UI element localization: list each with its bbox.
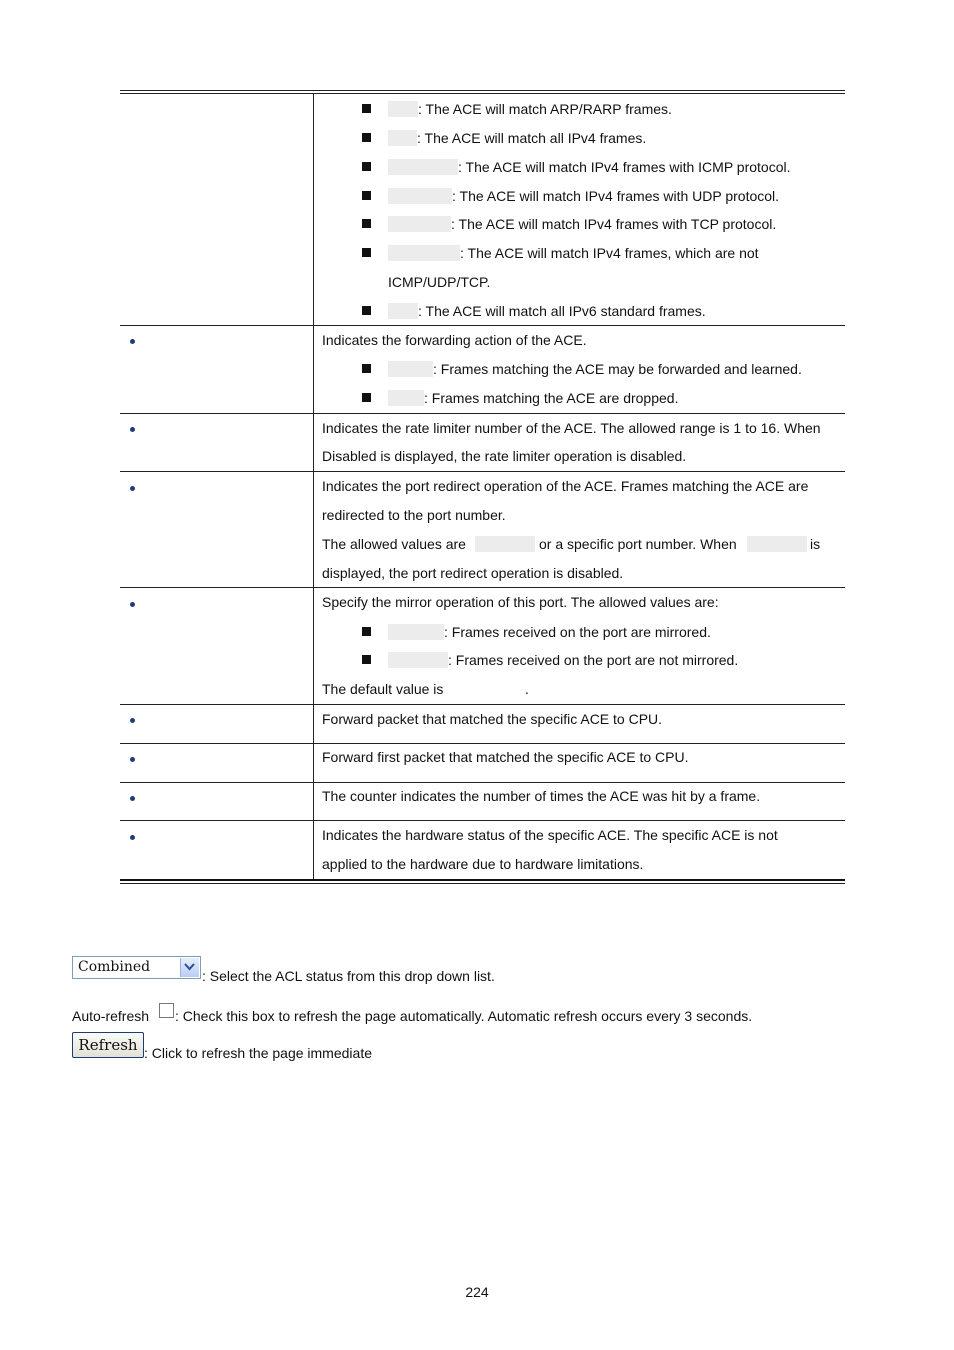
port-redirect-description: is: [810, 536, 821, 552]
table-column-divider: [313, 93, 314, 880]
row-bullet-icon: [130, 602, 135, 607]
counter-description: The counter indicates the number of times the ACE was hit by a frame.: [322, 788, 761, 804]
list-item: : The ACE will match IPv4 frames with ICMP protocol.: [458, 159, 791, 175]
redacted-term: [388, 188, 452, 204]
port-redirect-description: or a specific port number. When: [539, 536, 737, 552]
rate-limiter-description: Disabled is displayed, the rate limiter operation is disabled.: [322, 448, 687, 464]
redacted-term: [388, 361, 433, 377]
port-redirect-description: Indicates the port redirect operation of the ACE. Frames matching the ACE are: [322, 478, 809, 494]
list-item: : The ACE will match IPv4 frames with TCP protocol.: [451, 216, 777, 232]
chevron-down-icon[interactable]: [180, 958, 199, 977]
redacted-term: [388, 130, 417, 146]
row-divider: [120, 325, 845, 326]
list-item: : Frames matching the ACE may be forwarded and learned.: [433, 361, 802, 377]
bullet-square-icon: [362, 219, 371, 228]
row-divider: [120, 743, 845, 744]
redacted-term: [388, 159, 458, 175]
redacted-term: [388, 216, 451, 232]
port-redirect-description: displayed, the port redirect operation is disabled.: [322, 565, 624, 581]
conflict-description: applied to the hardware due to hardware limitations.: [322, 856, 644, 872]
bullet-square-icon: [362, 627, 371, 636]
row-bullet-icon: [130, 486, 135, 491]
redacted-term: [388, 245, 460, 261]
list-item: : The ACE will match IPv4 frames, which are not: [460, 245, 759, 261]
list-item-continuation: ICMP/UDP/TCP.: [388, 274, 491, 290]
port-redirect-description: redirected to the port number.: [322, 507, 506, 523]
bullet-square-icon: [362, 133, 371, 142]
page-number: 224: [465, 1284, 489, 1300]
list-item: : Frames received on the port are mirrored.: [444, 624, 711, 640]
row-divider: [120, 587, 845, 588]
row-divider: [120, 471, 845, 472]
redacted-term: [388, 652, 448, 668]
list-item: : Frames matching the ACE are dropped.: [424, 390, 679, 406]
bullet-square-icon: [362, 162, 371, 171]
row-bullet-icon: [130, 796, 135, 801]
row-bullet-icon: [130, 339, 135, 344]
select-description: : Select the ACL status from this drop down list.: [202, 968, 495, 984]
list-item: : The ACE will match ARP/RARP frames.: [418, 101, 672, 117]
mirror-description: Specify the mirror operation of this port. The allowed values are:: [322, 594, 719, 610]
row-divider: [120, 782, 845, 783]
redacted-term: [388, 390, 424, 406]
table-bottom-border-outer: [120, 883, 845, 884]
row-bullet-icon: [130, 427, 135, 432]
list-item: : Frames received on the port are not mirrored.: [448, 652, 739, 668]
redacted-term: [747, 536, 807, 552]
mirror-default-end: .: [525, 681, 529, 697]
redacted-term: [388, 624, 444, 640]
auto-refresh-description: : Check this box to refresh the page automatically. Automatic refresh occurs every 3 seconds.: [175, 1008, 753, 1024]
table-top-border-inner: [120, 93, 845, 94]
list-item: : The ACE will match all IPv6 standard frames.: [418, 303, 706, 319]
row-divider: [120, 413, 845, 414]
redacted-term: [388, 303, 418, 319]
bullet-square-icon: [362, 393, 371, 402]
conflict-description: Indicates the hardware status of the specific ACE. The specific ACE is not: [322, 827, 778, 843]
row-bullet-icon: [130, 718, 135, 723]
mirror-default: The default value is: [322, 681, 444, 697]
bullet-square-icon: [362, 364, 371, 373]
row-divider: [120, 820, 845, 821]
auto-refresh-label: Auto-refresh: [72, 1008, 150, 1024]
bullet-square-icon: [362, 191, 371, 200]
acl-status-select-value: Combined: [78, 959, 151, 975]
row-bullet-icon: [130, 757, 135, 762]
rate-limiter-description: Indicates the rate limiter number of the ACE. The allowed range is 1 to 16. When: [322, 420, 821, 436]
row-divider: [120, 704, 845, 705]
refresh-description: : Click to refresh the page immediate: [144, 1045, 372, 1061]
cpu-once-description: Forward first packet that matched the specific ACE to CPU.: [322, 749, 689, 765]
redacted-term: [475, 536, 535, 552]
redacted-term: [388, 101, 418, 117]
port-redirect-description: The allowed values are: [322, 536, 466, 552]
row-bullet-icon: [130, 835, 135, 840]
bullet-square-icon: [362, 248, 371, 257]
auto-refresh-checkbox[interactable]: [159, 1003, 174, 1018]
acl-status-select[interactable]: [72, 956, 201, 979]
bullet-square-icon: [362, 655, 371, 664]
refresh-button-label: Refresh: [78, 1036, 138, 1054]
bullet-square-icon: [362, 104, 371, 113]
bullet-square-icon: [362, 306, 371, 315]
cpu-description: Forward packet that matched the specific ACE to CPU.: [322, 711, 663, 727]
table-bottom-border: [120, 879, 845, 881]
action-description: Indicates the forwarding action of the ACE.: [322, 332, 587, 348]
table-top-border: [120, 90, 845, 91]
refresh-button[interactable]: [72, 1032, 144, 1058]
list-item: : The ACE will match all IPv4 frames.: [417, 130, 647, 146]
list-item: : The ACE will match IPv4 frames with UDP protocol.: [452, 188, 780, 204]
